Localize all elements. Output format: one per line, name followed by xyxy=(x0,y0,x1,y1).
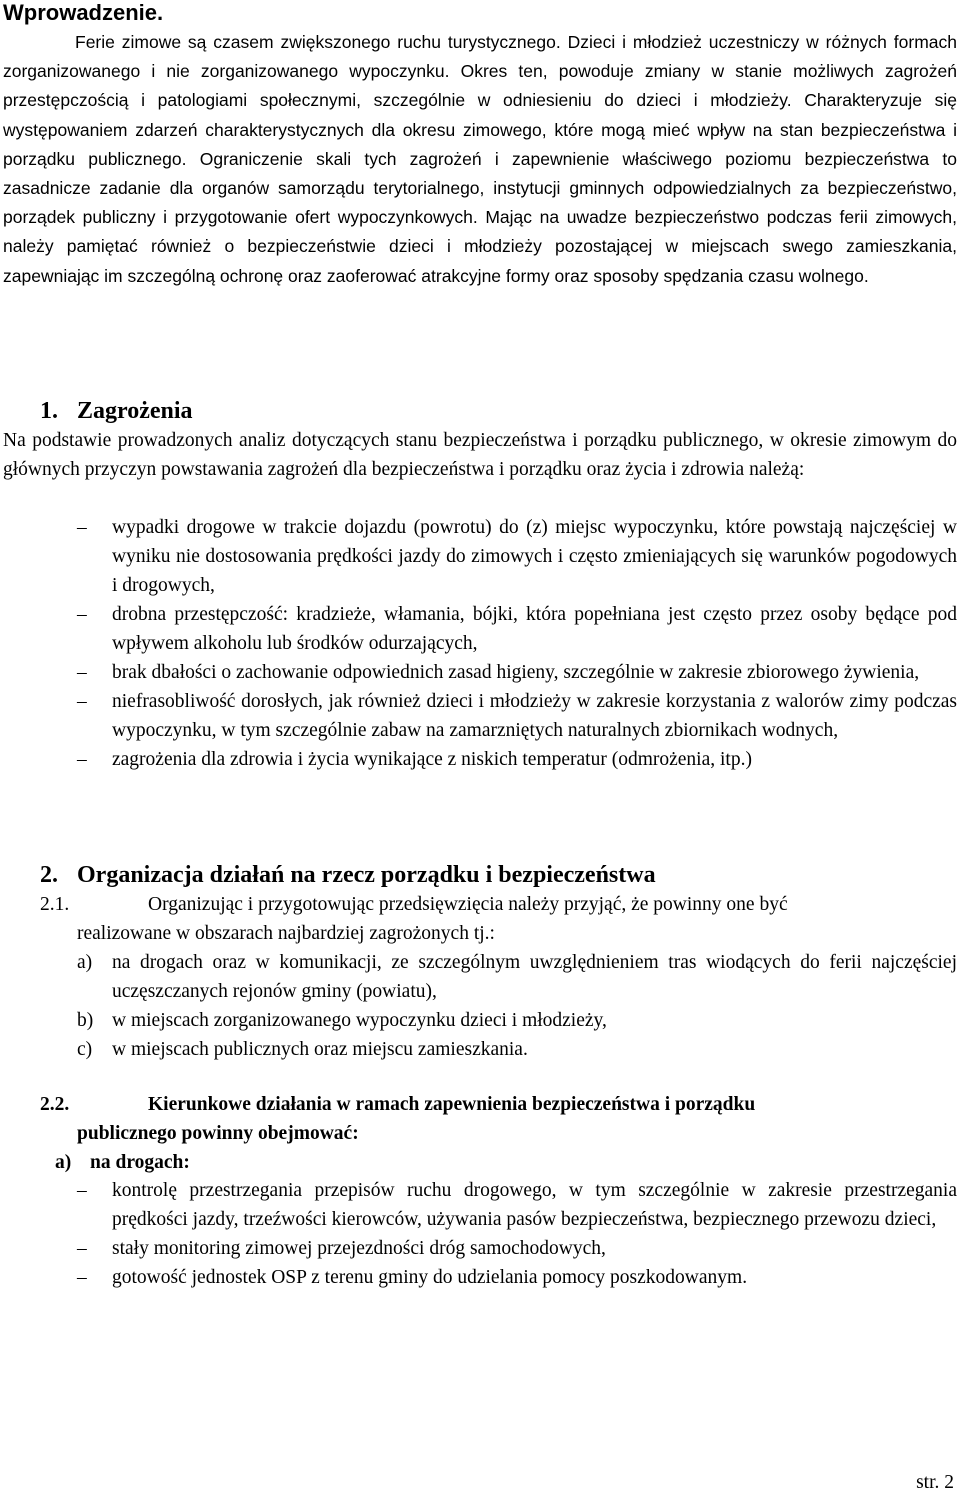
dash-bullet: – xyxy=(77,604,87,625)
intro-paragraph-text: Ferie zimowe są czasem zwiększonego ruchu turystycznego. Dzieci i młodzież uczestniczy w różnych formach zorganizowanego i nie zorganizowanego wypoczynku. Okres ten, powoduje zmiany w stanie możliwych zagrożeń przestępczością i patologiami społecznymi, szczególnie w odniesieniu do dzieci i młodzieży. Charakteryzuje się występowaniem zdarzeń charakterystycznych dla okresu zimowego, które mogą mieć wpływ na stan bezpieczeństwa i porządku publicznego. Ograniczenie skali tych zagrożeń i zapewnienie właściwego poziomu bezpieczeństwa to zasadnicze zadanie dla organów samorządu terytorialnego, instytucji gminnych odpowiedzialnych za bezpieczeństwo, porządek publiczny i przygotowanie ofert wypoczynkowych. Mając na uwadze bezpieczeństwo podczas ferii zimowych, należy pamiętać również o bezpieczeństwie dzieci i młodzieży pozostającej w miejscach swego zamieszkania, zapewniając im szczególną ochronę oraz zaoferować atrakcyjne formy oraz sposoby spędzania czasu wolnego. xyxy=(3,32,957,286)
dash-bullet: – xyxy=(77,1180,87,1201)
page-number: str. 2 xyxy=(916,1472,954,1493)
list-item-text: niefrasobliwość dorosłych, jak również dzieci i młodzieży w zakresie korzystania z walorów zimy podczas wypoczynku, w tym szczególnie zabaw na zamarzniętych naturalnych zbiornikach wodnych, xyxy=(112,691,957,741)
list-item-text: w miejscach zorganizowanego wypoczynku dzieci i młodzieży, xyxy=(112,1010,607,1031)
list-item-text: brak dbałości o zachowanie odpowiednich zasad higieny, szczególnie w zakresie zbiorowego żywienia, xyxy=(112,662,920,683)
dash-bullet: – xyxy=(77,1267,87,1288)
section-1-paragraph: Na podstawie prowadzonych analiz dotyczących stanu bezpieczeństwa i porządku publicznego, w okresie zimowym do głównych przyczyn powstawania zagrożeń dla bezpieczeństwa i porządku oraz życia i zdrowia należą: xyxy=(3,430,957,480)
list-item xyxy=(0,948,957,1006)
list-item xyxy=(0,1263,957,1292)
section-1-number: 1. xyxy=(40,398,58,424)
road-actions-list xyxy=(0,1176,957,1292)
subsection-2-2-text-cont: publicznego powinny obejmować: xyxy=(77,1123,359,1144)
list-item-text: zagrożenia dla zdrowia i życia wynikające z niskich temperatur (odmrożenia, itp.) xyxy=(112,749,752,770)
intro-paragraph xyxy=(3,28,957,291)
list-item xyxy=(0,600,957,658)
section-1-heading xyxy=(40,397,193,425)
list-item xyxy=(0,1006,957,1035)
section-2-heading xyxy=(40,861,656,889)
subsection-2-2-number: 2.2. xyxy=(40,1094,70,1115)
list-item xyxy=(0,513,957,600)
roads-label-text: na drogach: xyxy=(90,1152,190,1173)
subsection-2-1-text: Organizując i przygotowując przedsięwzięcia należy przyjąć, że powinny one być xyxy=(148,894,788,915)
list-item-text: w miejscach publicznych oraz miejscu zamieszkania. xyxy=(112,1039,528,1060)
list-item xyxy=(0,687,957,745)
section-2-title: Organizacja działań na rzecz porządku i bezpieczeństwa xyxy=(77,862,656,888)
subsection-2-2-text: Kierunkowe działania w ramach zapewnienia bezpieczeństwa i porządku xyxy=(148,1094,756,1115)
subsection-2-1-text-cont: realizowane w obszarach najbardziej zagrożonych tj.: xyxy=(77,923,495,944)
dash-bullet: – xyxy=(77,749,87,770)
list-item-text: kontrolę przestrzegania przepisów ruchu drogowego, w tym szczególnie w zakresie przestrzegania prędkości jazdy, trzeźwości kierowców, używania pasów bezpieczeństwa, bezpiecznego przewozu dzieci, xyxy=(112,1180,957,1230)
list-marker: b) xyxy=(77,1010,94,1031)
intro-heading: Wprowadzenie. xyxy=(3,0,164,25)
dash-bullet: – xyxy=(77,517,87,538)
section-1-title: Zagrożenia xyxy=(77,398,193,424)
list-item xyxy=(0,745,957,774)
list-item-text: gotowość jednostek OSP z terenu gminy do udzielania pomocy poszkodowanym. xyxy=(112,1267,748,1288)
section-2-number: 2. xyxy=(40,862,58,888)
list-item xyxy=(0,1234,957,1263)
list-item-text: stały monitoring zimowej przejezdności dróg samochodowych, xyxy=(112,1238,606,1259)
roads-label xyxy=(55,1148,190,1177)
dash-bullet: – xyxy=(77,691,87,712)
list-item-text: drobna przestępczość: kradzieże, włamania, bójki, która popełniana jest często przez osoby będące pod wpływem alkoholu lub środków odurzających, xyxy=(112,604,957,654)
subsection-2-1-number: 2.1. xyxy=(40,894,70,915)
subsection-2-2 xyxy=(40,1090,958,1148)
areas-list xyxy=(0,948,957,1064)
list-item xyxy=(0,658,957,687)
dash-bullet: – xyxy=(77,1238,87,1259)
list-item-text: na drogach oraz w komunikacji, ze szczególnym uwzględnieniem tras wiodących do ferii najczęściej uczęszczanych rejonów gminy (powiatu), xyxy=(112,952,957,1002)
dash-bullet: – xyxy=(77,662,87,683)
subsection-2-1 xyxy=(40,890,958,948)
list-marker: a) xyxy=(55,1152,72,1173)
list-marker: c) xyxy=(77,1039,93,1060)
threats-list xyxy=(0,513,957,774)
list-item-text: wypadki drogowe w trakcie dojazdu (powrotu) do (z) miejsc wypoczynku, które powstają najczęściej w wyniku nie dostosowania prędkości jazdy do zimowych i często zmieniających się warunków pogodowych i drogowych, xyxy=(112,517,957,596)
list-marker: a) xyxy=(77,952,93,973)
list-item xyxy=(0,1035,957,1064)
list-item xyxy=(0,1176,957,1234)
